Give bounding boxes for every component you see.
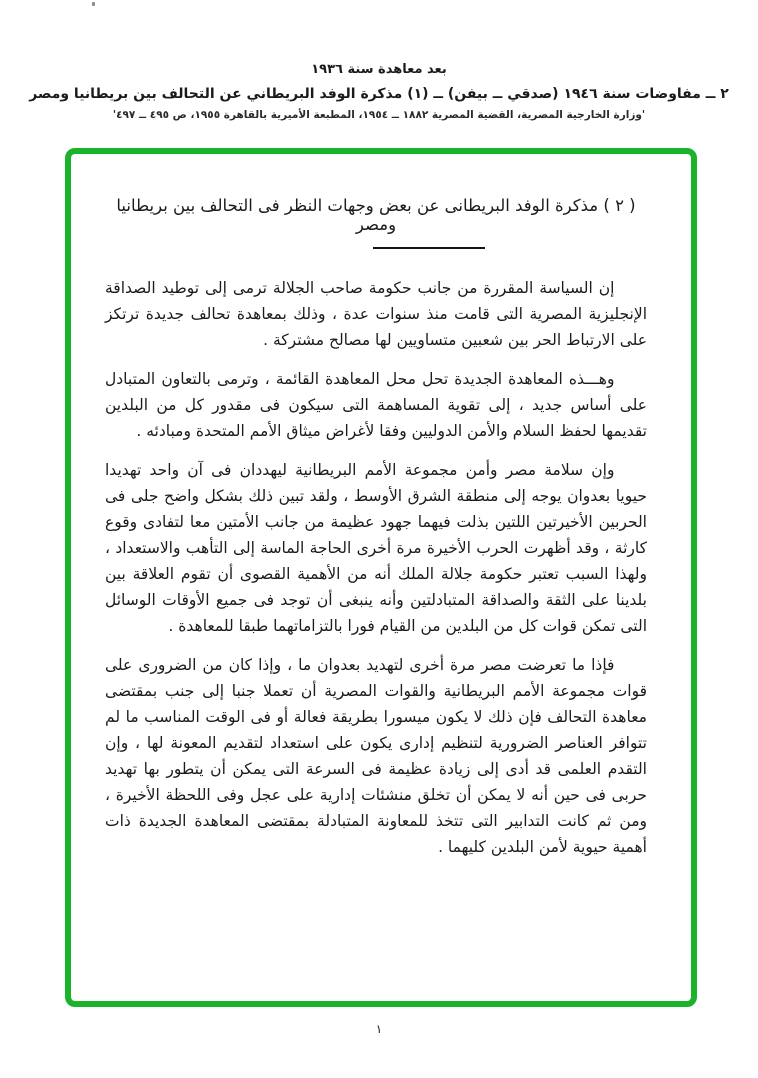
body-paragraph: وإن سلامة مصر وأمن مجموعة الأمم البريطانية ليهددان فى آن واحد تهديدا حيويا بعدوان يوجه إلى منطقة الشرق الأوسط ، ولقد تبين ذلك بشكل واضح جلى فى الحربين الأخيرتين اللتين بذلت فيهما جهود عظيمة من جانب الأمتين معا لتفادى وقوع كارثة ، وقد أظهرت الحرب الأخيرة مرة أخرى الحاجة الماسة إلى التأهب والاستعداد ، ولهذا السبب تعتبر حكومة جلالة الملك أنه من الأهمية القصوى أن تقوم العلاقة بين بلدينا على الثقة والصداقة المتبادلتين وأنه ينبغى أن توجد فى جميع الأوقات الوسائل التى تمكن قوات كل من البلدين من القيام فورا بالتزاماتهما طبقا للمعاهدة .	[105, 461, 647, 635]
page-header	[0, 62, 758, 121]
title-underline-rule	[373, 247, 485, 249]
page-footer	[0, 1022, 758, 1036]
body-paragraph: إن السياسة المقررة من جانب حكومة صاحب الجلالة ترمى إلى توطيد الصداقة الإنجليزية المصرية التى قامت منذ سنوات عدة ، وذلك بمعاهدة تحالف جديدة ترتكز على الارتباط الحر بين شعبين متساويين لها مصالح مشتركة .	[105, 279, 647, 349]
header-series-title: بعد معاهدة سنة ١٩٣٦	[311, 62, 447, 77]
scan-artifact-dot	[92, 2, 95, 6]
body-paragraph: فإذا ما تعرضت مصر مرة أخرى لتهديد بعدوان ما ، وإذا كان من الضرورى على قوات مجموعة الأمم البريطانية والقوات المصرية أن تعملا جنبا إلى جنب بمقتضى معاهدة التحالف فإن ذلك لا يكون ميسورا بطريقة فعالة أو فى الوقت المناسب ما لم تتوافر العناصر الضرورية لتنظيم إدارى يكون على استعداد لتقديم المعونة لها ، وإن التقدم العلمى قد أدى إلى زيادة عظيمة فى السرعة التى يمكن أن يتطور بها تهديد حربى فى حين أنه لا يمكن أن تخلق منشئات إدارية على عجل وفى اللحظة الأخيرة ، ومن ثم كانت التدابير التى تتخذ للمعاونة المتبادلة بمقتضى المعاهدة الجديدة ذات أهمية حيوية لأمن البلدين كليهما .	[105, 656, 647, 856]
green-highlight-frame	[65, 148, 697, 1007]
body-paragraph: وهـــذه المعاهدة الجديدة تحل محل المعاهدة القائمة ، وترمى بالتعاون المتبادل على أساس جديد ، إلى تقوية المساهمة التى سيكون فى مقدور كل من البلدين تقديمها لحفظ السلام والأمن الدوليين وفقا لأغراض ميثاق الأمم المتحدة ومبادئه .	[105, 370, 647, 440]
document-title: ( ٢ ) مذكرة الوفد البريطانى عن بعض وجهات النظر فى التحالف بين بريطانيا ومصر	[116, 196, 636, 234]
header-entry-title: ٢ ــ مفاوضات سنة ١٩٤٦ (صدقي ــ بيفن) ــ (١) مذكرة الوفد البريطاني عن التحالف بين بريطانيا ومصر	[29, 86, 729, 102]
document-body	[105, 275, 647, 860]
page-number: ١	[375, 1022, 383, 1036]
header-source-citation: 'وزارة الخارجية المصرية، القضية المصرية ١٨٨٢ ــ ١٩٥٤، المطبعة الأميرية بالقاهرة ١٩٥٥، ص ٤٩٥ ــ ٤٩٧'	[112, 109, 646, 121]
document-scan-area	[71, 154, 691, 1001]
